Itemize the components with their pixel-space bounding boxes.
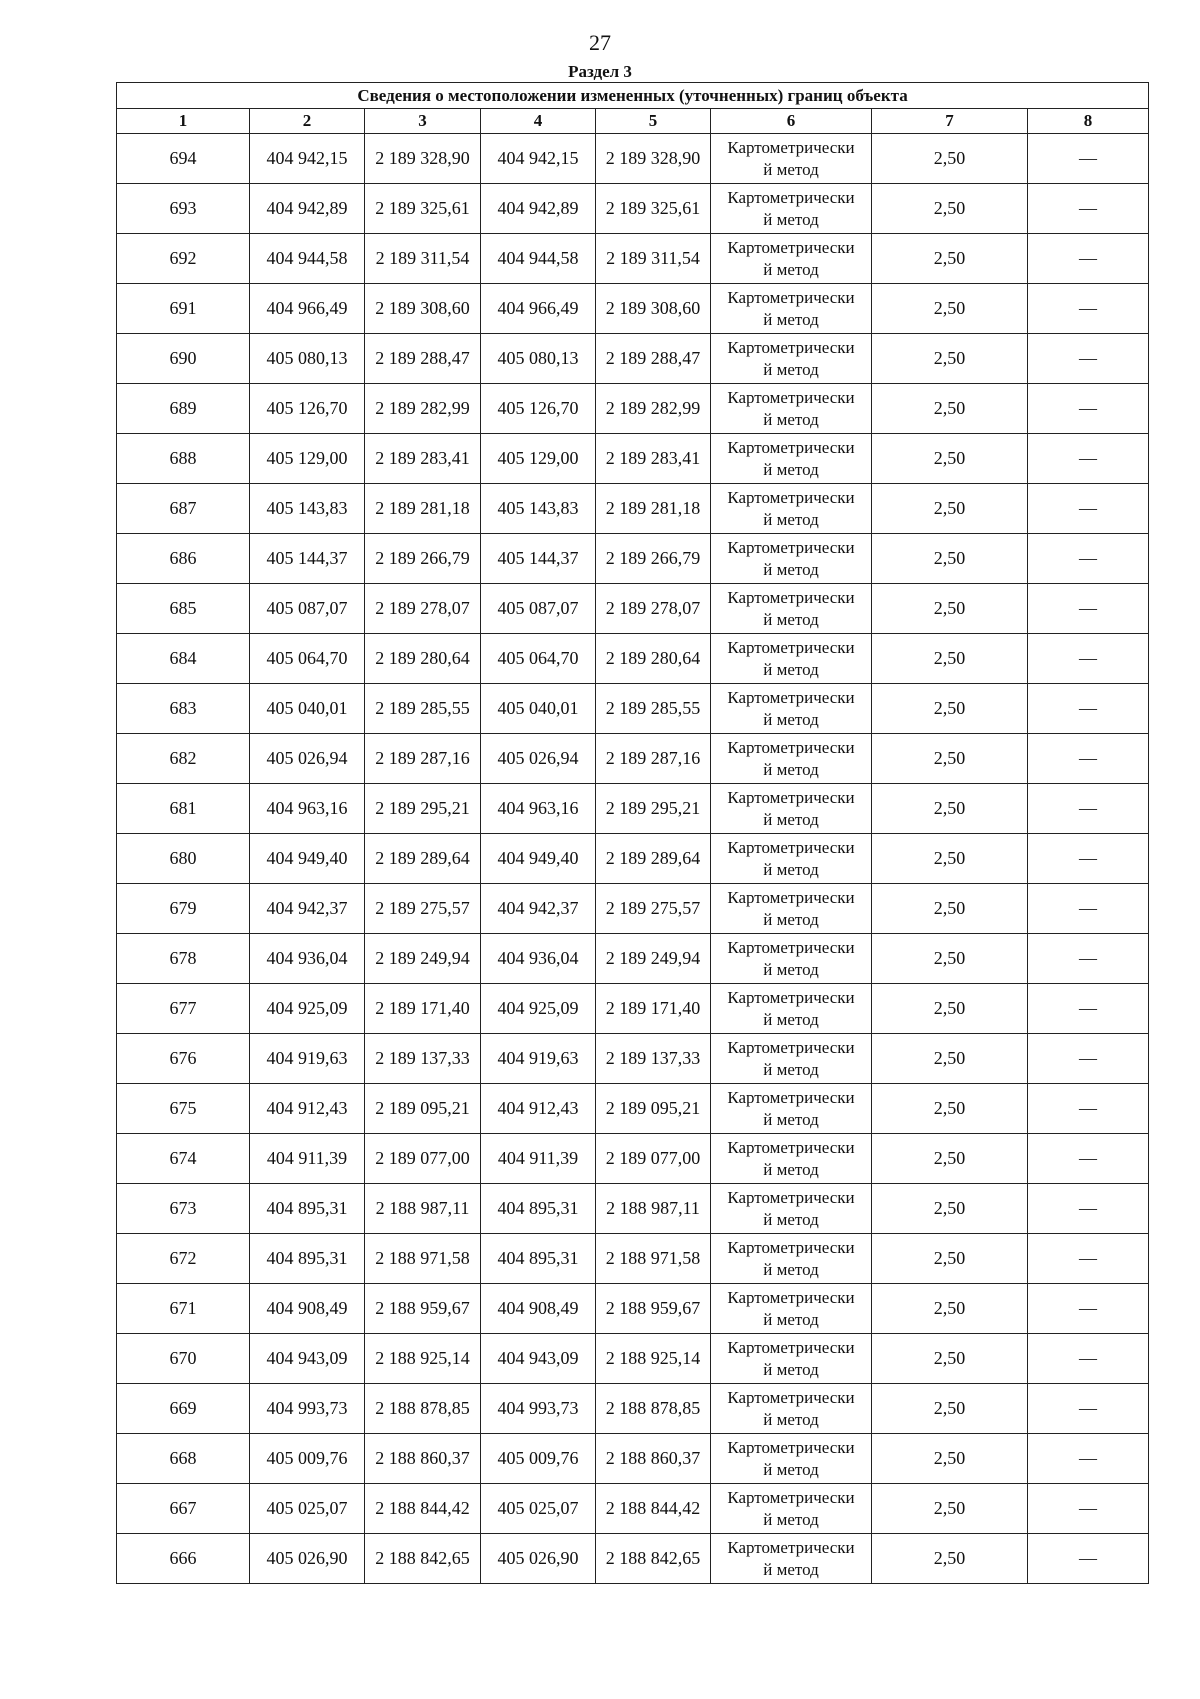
y-refined-cell: 2 189 325,61: [596, 184, 711, 234]
description-cell: —: [1028, 134, 1149, 184]
x-refined-cell: 405 040,01: [481, 684, 596, 734]
method-cell: Картометрически й метод: [711, 734, 872, 784]
table-row: [117, 1134, 1149, 1184]
method-cell: Картометрически й метод: [711, 334, 872, 384]
table-row: [117, 284, 1149, 334]
x-refined-cell: 405 064,70: [481, 634, 596, 684]
x-refined-cell: 404 949,40: [481, 834, 596, 884]
description-cell: —: [1028, 934, 1149, 984]
x-existing-cell: 404 912,43: [250, 1084, 365, 1134]
x-refined-cell: 404 942,37: [481, 884, 596, 934]
section-title: Раздел 3: [568, 62, 632, 81]
x-existing-cell: 404 895,31: [250, 1234, 365, 1284]
y-refined-cell: 2 189 275,57: [596, 884, 711, 934]
point-number-cell: 668: [117, 1434, 250, 1484]
x-existing-cell: 405 129,00: [250, 434, 365, 484]
point-number-cell: 693: [117, 184, 250, 234]
method-cell: Картометрически й метод: [711, 484, 872, 534]
description-cell: —: [1028, 1034, 1149, 1084]
accuracy-cell: 2,50: [872, 984, 1028, 1034]
y-refined-cell: 2 189 285,55: [596, 684, 711, 734]
method-cell: Картометрически й метод: [711, 834, 872, 884]
method-cell: Картометрически й метод: [711, 634, 872, 684]
description-cell: —: [1028, 734, 1149, 784]
x-refined-cell: 405 126,70: [481, 384, 596, 434]
method-cell: Картометрически й метод: [711, 1134, 872, 1184]
accuracy-cell: 2,50: [872, 584, 1028, 634]
x-refined-cell: 404 966,49: [481, 284, 596, 334]
y-refined-cell: 2 189 137,33: [596, 1034, 711, 1084]
method-cell: Картометрически й метод: [711, 1334, 872, 1384]
x-existing-cell: 404 966,49: [250, 284, 365, 334]
point-number-cell: 666: [117, 1534, 250, 1584]
y-refined-cell: 2 188 959,67: [596, 1284, 711, 1334]
table-row: [117, 684, 1149, 734]
point-number-cell: 670: [117, 1334, 250, 1384]
table-row: [117, 1384, 1149, 1434]
method-cell: Картометрически й метод: [711, 1384, 872, 1434]
point-number-cell: 680: [117, 834, 250, 884]
column-header-1: 1: [117, 109, 250, 134]
description-cell: —: [1028, 484, 1149, 534]
table-row: [117, 1184, 1149, 1234]
table-body: [117, 134, 1149, 1584]
description-cell: —: [1028, 284, 1149, 334]
method-cell: Картометрически й метод: [711, 384, 872, 434]
table-row: [117, 134, 1149, 184]
y-existing-cell: 2 188 860,37: [365, 1434, 481, 1484]
y-existing-cell: 2 188 959,67: [365, 1284, 481, 1334]
y-refined-cell: 2 189 266,79: [596, 534, 711, 584]
column-header-8: 8: [1028, 109, 1149, 134]
y-existing-cell: 2 188 844,42: [365, 1484, 481, 1534]
y-refined-cell: 2 189 287,16: [596, 734, 711, 784]
y-existing-cell: 2 189 280,64: [365, 634, 481, 684]
x-existing-cell: 404 936,04: [250, 934, 365, 984]
description-cell: —: [1028, 1334, 1149, 1384]
accuracy-cell: 2,50: [872, 384, 1028, 434]
point-number-cell: 686: [117, 534, 250, 584]
accuracy-cell: 2,50: [872, 1384, 1028, 1434]
method-cell: Картометрически й метод: [711, 434, 872, 484]
description-cell: —: [1028, 1384, 1149, 1434]
y-existing-cell: 2 189 311,54: [365, 234, 481, 284]
x-refined-cell: 404 911,39: [481, 1134, 596, 1184]
y-refined-cell: 2 189 289,64: [596, 834, 711, 884]
accuracy-cell: 2,50: [872, 934, 1028, 984]
method-cell: Картометрически й метод: [711, 234, 872, 284]
method-cell: Картометрически й метод: [711, 584, 872, 634]
accuracy-cell: 2,50: [872, 734, 1028, 784]
method-cell: Картометрически й метод: [711, 534, 872, 584]
y-existing-cell: 2 189 281,18: [365, 484, 481, 534]
method-cell: Картометрически й метод: [711, 1534, 872, 1584]
y-refined-cell: 2 188 842,65: [596, 1534, 711, 1584]
description-cell: —: [1028, 984, 1149, 1034]
method-cell: Картометрически й метод: [711, 134, 872, 184]
x-existing-cell: 405 009,76: [250, 1434, 365, 1484]
description-cell: —: [1028, 1134, 1149, 1184]
x-existing-cell: 405 064,70: [250, 634, 365, 684]
table-row: [117, 784, 1149, 834]
accuracy-cell: 2,50: [872, 434, 1028, 484]
x-refined-cell: 404 936,04: [481, 934, 596, 984]
y-existing-cell: 2 189 288,47: [365, 334, 481, 384]
y-refined-cell: 2 189 295,21: [596, 784, 711, 834]
y-existing-cell: 2 189 325,61: [365, 184, 481, 234]
column-header-row: [117, 109, 1149, 134]
x-existing-cell: 404 993,73: [250, 1384, 365, 1434]
point-number-cell: 678: [117, 934, 250, 984]
point-number-cell: 682: [117, 734, 250, 784]
table-row: [117, 434, 1149, 484]
column-header-3: 3: [365, 109, 481, 134]
description-cell: —: [1028, 234, 1149, 284]
point-number-cell: 667: [117, 1484, 250, 1534]
x-refined-cell: 404 943,09: [481, 1334, 596, 1384]
accuracy-cell: 2,50: [872, 1084, 1028, 1134]
column-header-5: 5: [596, 109, 711, 134]
table-row: [117, 834, 1149, 884]
y-existing-cell: 2 189 278,07: [365, 584, 481, 634]
y-existing-cell: 2 189 308,60: [365, 284, 481, 334]
table-caption: Сведения о местоположении измененных (уточненных) границ объекта: [117, 83, 1149, 109]
point-number-cell: 687: [117, 484, 250, 534]
y-existing-cell: 2 189 282,99: [365, 384, 481, 434]
description-cell: —: [1028, 1434, 1149, 1484]
accuracy-cell: 2,50: [872, 1284, 1028, 1334]
x-refined-cell: 405 026,94: [481, 734, 596, 784]
x-refined-cell: 405 025,07: [481, 1484, 596, 1534]
accuracy-cell: 2,50: [872, 684, 1028, 734]
y-refined-cell: 2 188 925,14: [596, 1334, 711, 1384]
accuracy-cell: 2,50: [872, 184, 1028, 234]
x-refined-cell: 404 908,49: [481, 1284, 596, 1334]
y-refined-cell: 2 189 077,00: [596, 1134, 711, 1184]
point-number-cell: 679: [117, 884, 250, 934]
y-existing-cell: 2 189 095,21: [365, 1084, 481, 1134]
x-existing-cell: 404 942,89: [250, 184, 365, 234]
point-number-cell: 681: [117, 784, 250, 834]
accuracy-cell: 2,50: [872, 1484, 1028, 1534]
description-cell: —: [1028, 684, 1149, 734]
accuracy-cell: 2,50: [872, 834, 1028, 884]
method-cell: Картометрически й метод: [711, 1084, 872, 1134]
point-number-cell: 689: [117, 384, 250, 434]
point-number-cell: 690: [117, 334, 250, 384]
y-refined-cell: 2 188 987,11: [596, 1184, 711, 1234]
y-existing-cell: 2 188 925,14: [365, 1334, 481, 1384]
point-number-cell: 672: [117, 1234, 250, 1284]
y-existing-cell: 2 189 275,57: [365, 884, 481, 934]
accuracy-cell: 2,50: [872, 784, 1028, 834]
x-refined-cell: 405 087,07: [481, 584, 596, 634]
table-row: [117, 634, 1149, 684]
table-row: [117, 1484, 1149, 1534]
accuracy-cell: 2,50: [872, 334, 1028, 384]
x-refined-cell: 405 144,37: [481, 534, 596, 584]
method-cell: Картометрически й метод: [711, 784, 872, 834]
method-cell: Картометрически й метод: [711, 684, 872, 734]
y-existing-cell: 2 189 266,79: [365, 534, 481, 584]
table-row: [117, 1284, 1149, 1334]
y-refined-cell: 2 189 308,60: [596, 284, 711, 334]
description-cell: —: [1028, 1184, 1149, 1234]
accuracy-cell: 2,50: [872, 1134, 1028, 1184]
description-cell: —: [1028, 384, 1149, 434]
x-refined-cell: 405 009,76: [481, 1434, 596, 1484]
table-row: [117, 234, 1149, 284]
description-cell: —: [1028, 884, 1149, 934]
y-refined-cell: 2 189 288,47: [596, 334, 711, 384]
description-cell: —: [1028, 784, 1149, 834]
accuracy-cell: 2,50: [872, 134, 1028, 184]
x-existing-cell: 404 919,63: [250, 1034, 365, 1084]
point-number-cell: 669: [117, 1384, 250, 1434]
page-number: 27: [589, 30, 611, 55]
table-row: [117, 1534, 1149, 1584]
y-existing-cell: 2 188 842,65: [365, 1534, 481, 1584]
point-number-cell: 688: [117, 434, 250, 484]
accuracy-cell: 2,50: [872, 1234, 1028, 1284]
accuracy-cell: 2,50: [872, 284, 1028, 334]
y-existing-cell: 2 189 077,00: [365, 1134, 481, 1184]
y-refined-cell: 2 189 282,99: [596, 384, 711, 434]
x-existing-cell: 404 942,15: [250, 134, 365, 184]
table-row: [117, 534, 1149, 584]
table-row: [117, 884, 1149, 934]
table-row: [117, 1434, 1149, 1484]
x-refined-cell: 404 895,31: [481, 1184, 596, 1234]
y-refined-cell: 2 188 860,37: [596, 1434, 711, 1484]
y-refined-cell: 2 189 171,40: [596, 984, 711, 1034]
y-existing-cell: 2 189 249,94: [365, 934, 481, 984]
method-cell: Картометрически й метод: [711, 1184, 872, 1234]
point-number-cell: 674: [117, 1134, 250, 1184]
x-existing-cell: 404 942,37: [250, 884, 365, 934]
accuracy-cell: 2,50: [872, 1534, 1028, 1584]
x-existing-cell: 405 025,07: [250, 1484, 365, 1534]
accuracy-cell: 2,50: [872, 1034, 1028, 1084]
y-refined-cell: 2 189 281,18: [596, 484, 711, 534]
accuracy-cell: 2,50: [872, 884, 1028, 934]
point-number-cell: 671: [117, 1284, 250, 1334]
column-header-6: 6: [711, 109, 872, 134]
method-cell: Картометрически й метод: [711, 1484, 872, 1534]
accuracy-cell: 2,50: [872, 1184, 1028, 1234]
table-row: [117, 484, 1149, 534]
y-existing-cell: 2 188 987,11: [365, 1184, 481, 1234]
y-refined-cell: 2 188 844,42: [596, 1484, 711, 1534]
method-cell: Картометрически й метод: [711, 984, 872, 1034]
point-number-cell: 676: [117, 1034, 250, 1084]
table-row: [117, 184, 1149, 234]
point-number-cell: 685: [117, 584, 250, 634]
boundary-coordinates-table: [116, 82, 1149, 1584]
accuracy-cell: 2,50: [872, 634, 1028, 684]
y-existing-cell: 2 189 137,33: [365, 1034, 481, 1084]
x-existing-cell: 405 026,90: [250, 1534, 365, 1584]
table-row: [117, 1034, 1149, 1084]
x-existing-cell: 404 943,09: [250, 1334, 365, 1384]
column-header-7: 7: [872, 109, 1028, 134]
x-existing-cell: 405 040,01: [250, 684, 365, 734]
table-row: [117, 1334, 1149, 1384]
description-cell: —: [1028, 834, 1149, 884]
method-cell: Картометрически й метод: [711, 1034, 872, 1084]
y-existing-cell: 2 188 971,58: [365, 1234, 481, 1284]
description-cell: —: [1028, 334, 1149, 384]
accuracy-cell: 2,50: [872, 234, 1028, 284]
x-existing-cell: 404 944,58: [250, 234, 365, 284]
table-row: [117, 384, 1149, 434]
y-refined-cell: 2 189 249,94: [596, 934, 711, 984]
y-existing-cell: 2 189 285,55: [365, 684, 481, 734]
description-cell: —: [1028, 1484, 1149, 1534]
accuracy-cell: 2,50: [872, 484, 1028, 534]
x-existing-cell: 404 963,16: [250, 784, 365, 834]
y-existing-cell: 2 188 878,85: [365, 1384, 481, 1434]
x-refined-cell: 404 963,16: [481, 784, 596, 834]
x-existing-cell: 405 026,94: [250, 734, 365, 784]
column-header-4: 4: [481, 109, 596, 134]
x-refined-cell: 404 925,09: [481, 984, 596, 1034]
x-existing-cell: 404 925,09: [250, 984, 365, 1034]
method-cell: Картометрически й метод: [711, 184, 872, 234]
point-number-cell: 694: [117, 134, 250, 184]
method-cell: Картометрически й метод: [711, 934, 872, 984]
method-cell: Картометрически й метод: [711, 1434, 872, 1484]
description-cell: —: [1028, 1534, 1149, 1584]
x-existing-cell: 404 908,49: [250, 1284, 365, 1334]
table-row: [117, 334, 1149, 384]
x-refined-cell: 405 026,90: [481, 1534, 596, 1584]
description-cell: —: [1028, 1084, 1149, 1134]
y-refined-cell: 2 189 328,90: [596, 134, 711, 184]
method-cell: Картометрически й метод: [711, 284, 872, 334]
x-refined-cell: 405 080,13: [481, 334, 596, 384]
x-refined-cell: 404 919,63: [481, 1034, 596, 1084]
table-row: [117, 934, 1149, 984]
accuracy-cell: 2,50: [872, 534, 1028, 584]
y-refined-cell: 2 189 283,41: [596, 434, 711, 484]
description-cell: —: [1028, 1234, 1149, 1284]
x-existing-cell: 404 895,31: [250, 1184, 365, 1234]
x-refined-cell: 404 942,15: [481, 134, 596, 184]
description-cell: —: [1028, 634, 1149, 684]
x-refined-cell: 405 143,83: [481, 484, 596, 534]
column-header-2: 2: [250, 109, 365, 134]
x-existing-cell: 405 080,13: [250, 334, 365, 384]
description-cell: —: [1028, 1284, 1149, 1334]
point-number-cell: 683: [117, 684, 250, 734]
x-refined-cell: 405 129,00: [481, 434, 596, 484]
y-existing-cell: 2 189 289,64: [365, 834, 481, 884]
table-row: [117, 1084, 1149, 1134]
y-refined-cell: 2 189 278,07: [596, 584, 711, 634]
x-existing-cell: 405 144,37: [250, 534, 365, 584]
y-existing-cell: 2 189 283,41: [365, 434, 481, 484]
point-number-cell: 677: [117, 984, 250, 1034]
method-cell: Картометрически й метод: [711, 884, 872, 934]
description-cell: —: [1028, 584, 1149, 634]
method-cell: Картометрически й метод: [711, 1284, 872, 1334]
y-refined-cell: 2 189 311,54: [596, 234, 711, 284]
y-existing-cell: 2 189 328,90: [365, 134, 481, 184]
x-refined-cell: 404 912,43: [481, 1084, 596, 1134]
point-number-cell: 673: [117, 1184, 250, 1234]
y-refined-cell: 2 189 280,64: [596, 634, 711, 684]
x-refined-cell: 404 993,73: [481, 1384, 596, 1434]
y-existing-cell: 2 189 295,21: [365, 784, 481, 834]
table-row: [117, 734, 1149, 784]
description-cell: —: [1028, 184, 1149, 234]
x-existing-cell: 404 911,39: [250, 1134, 365, 1184]
description-cell: —: [1028, 534, 1149, 584]
point-number-cell: 684: [117, 634, 250, 684]
x-refined-cell: 404 895,31: [481, 1234, 596, 1284]
table-row: [117, 584, 1149, 634]
x-existing-cell: 405 143,83: [250, 484, 365, 534]
x-existing-cell: 405 126,70: [250, 384, 365, 434]
x-existing-cell: 404 949,40: [250, 834, 365, 884]
y-existing-cell: 2 189 287,16: [365, 734, 481, 784]
x-refined-cell: 404 942,89: [481, 184, 596, 234]
x-existing-cell: 405 087,07: [250, 584, 365, 634]
point-number-cell: 675: [117, 1084, 250, 1134]
y-refined-cell: 2 188 971,58: [596, 1234, 711, 1284]
method-cell: Картометрически й метод: [711, 1234, 872, 1284]
accuracy-cell: 2,50: [872, 1434, 1028, 1484]
point-number-cell: 691: [117, 284, 250, 334]
y-refined-cell: 2 188 878,85: [596, 1384, 711, 1434]
description-cell: —: [1028, 434, 1149, 484]
y-refined-cell: 2 189 095,21: [596, 1084, 711, 1134]
point-number-cell: 692: [117, 234, 250, 284]
x-refined-cell: 404 944,58: [481, 234, 596, 284]
table-row: [117, 1234, 1149, 1284]
table-row: [117, 984, 1149, 1034]
accuracy-cell: 2,50: [872, 1334, 1028, 1384]
y-existing-cell: 2 189 171,40: [365, 984, 481, 1034]
